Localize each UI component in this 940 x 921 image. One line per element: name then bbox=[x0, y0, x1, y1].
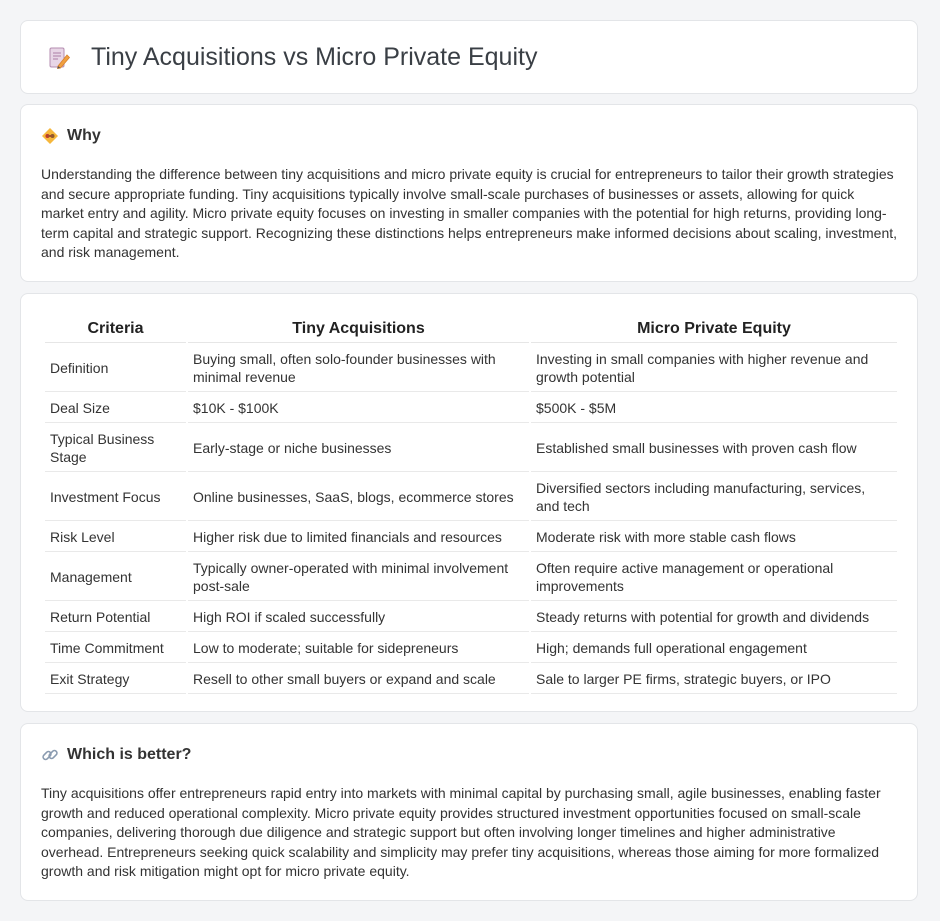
better-title: Which is better? bbox=[67, 746, 192, 763]
micro-cell: Steady returns with potential for growth and dividends bbox=[531, 603, 897, 632]
table-row bbox=[45, 425, 897, 472]
link-icon bbox=[41, 746, 59, 764]
why-title: Why bbox=[67, 127, 101, 144]
table-row bbox=[45, 634, 897, 663]
table-row bbox=[45, 554, 897, 601]
why-section bbox=[20, 104, 918, 282]
criteria-cell: Exit Strategy bbox=[45, 665, 186, 694]
micro-cell: Investing in small companies with higher revenue and growth potential bbox=[531, 345, 897, 392]
micro-cell: $500K - $5M bbox=[531, 394, 897, 423]
why-text: Understanding the difference between tiny acquisitions and micro private equity is crucial for entrepreneurs to tailor their growth strategies and secure appropriate funding. Tiny acquisitions typically involve small-scale purchases of businesses or assets, allowing for quick market entry and agility. Micro private equity focuses on investing in smaller companies with the potential for high returns, providing long-term capital and strategic support. Recognizing these distinctions helps entrepreneurs make informed decisions about scaling, investment, and risk management. bbox=[41, 166, 898, 261]
table-row bbox=[45, 665, 897, 694]
why-heading bbox=[41, 127, 101, 145]
criteria-cell: Investment Focus bbox=[45, 474, 186, 521]
tiny-cell: Resell to other small buyers or expand and scale bbox=[188, 665, 529, 694]
table-row bbox=[45, 474, 897, 521]
table-row bbox=[45, 603, 897, 632]
better-heading bbox=[41, 746, 191, 764]
tiny-cell: Higher risk due to limited financials and resources bbox=[188, 523, 529, 552]
header-micro-private-equity: Micro Private Equity bbox=[531, 316, 897, 343]
criteria-cell: Return Potential bbox=[45, 603, 186, 632]
handshake-icon bbox=[41, 127, 59, 145]
which-is-better-section bbox=[20, 723, 918, 901]
micro-cell: Diversified sectors including manufacturing, services, and tech bbox=[531, 474, 897, 521]
comparison-card bbox=[20, 293, 918, 712]
micro-cell: Established small businesses with proven cash flow bbox=[531, 425, 897, 472]
tiny-cell: Typically owner-operated with minimal involvement post-sale bbox=[188, 554, 529, 601]
table-row bbox=[45, 345, 897, 392]
micro-cell: High; demands full operational engagement bbox=[531, 634, 897, 663]
header-tiny-acquisitions: Tiny Acquisitions bbox=[188, 316, 529, 343]
document-pen-icon bbox=[47, 46, 71, 70]
criteria-cell: Definition bbox=[45, 345, 186, 392]
tiny-cell: Buying small, often solo-founder businesses with minimal revenue bbox=[188, 345, 529, 392]
micro-cell: Sale to larger PE firms, strategic buyers, or IPO bbox=[531, 665, 897, 694]
criteria-cell: Time Commitment bbox=[45, 634, 186, 663]
criteria-cell: Typical Business Stage bbox=[45, 425, 186, 472]
header-card bbox=[20, 20, 918, 94]
comparison-table bbox=[43, 314, 899, 696]
table-row bbox=[45, 394, 897, 423]
criteria-cell: Risk Level bbox=[45, 523, 186, 552]
tiny-cell: High ROI if scaled successfully bbox=[188, 603, 529, 632]
criteria-cell: Deal Size bbox=[45, 394, 186, 423]
table-row bbox=[45, 523, 897, 552]
better-text: Tiny acquisitions offer entrepreneurs rapid entry into markets with minimal capital by purchasing small, agile businesses, enabling faster growth and reduced operational complexity. Micro private equity provides structured investment opportunities focused on small-scale companies, delivering thorough due diligence and strategic support but often involving longer timelines and higher administrative overhead. Entrepreneurs seeking quick scalability and simplicity may prefer tiny acquisitions, whereas those aiming for more formalized growth and risk mitigation might opt for micro private equity. bbox=[41, 785, 881, 880]
tiny-cell: Online businesses, SaaS, blogs, ecommerce stores bbox=[188, 474, 529, 521]
tiny-cell: $10K - $100K bbox=[188, 394, 529, 423]
page-title: Tiny Acquisitions vs Micro Private Equity bbox=[91, 43, 538, 71]
header-criteria: Criteria bbox=[45, 316, 186, 343]
criteria-cell: Management bbox=[45, 554, 186, 601]
micro-cell: Often require active management or operational improvements bbox=[531, 554, 897, 601]
tiny-cell: Early-stage or niche businesses bbox=[188, 425, 529, 472]
tiny-cell: Low to moderate; suitable for sidepreneurs bbox=[188, 634, 529, 663]
micro-cell: Moderate risk with more stable cash flows bbox=[531, 523, 897, 552]
table-header-row bbox=[45, 316, 897, 343]
